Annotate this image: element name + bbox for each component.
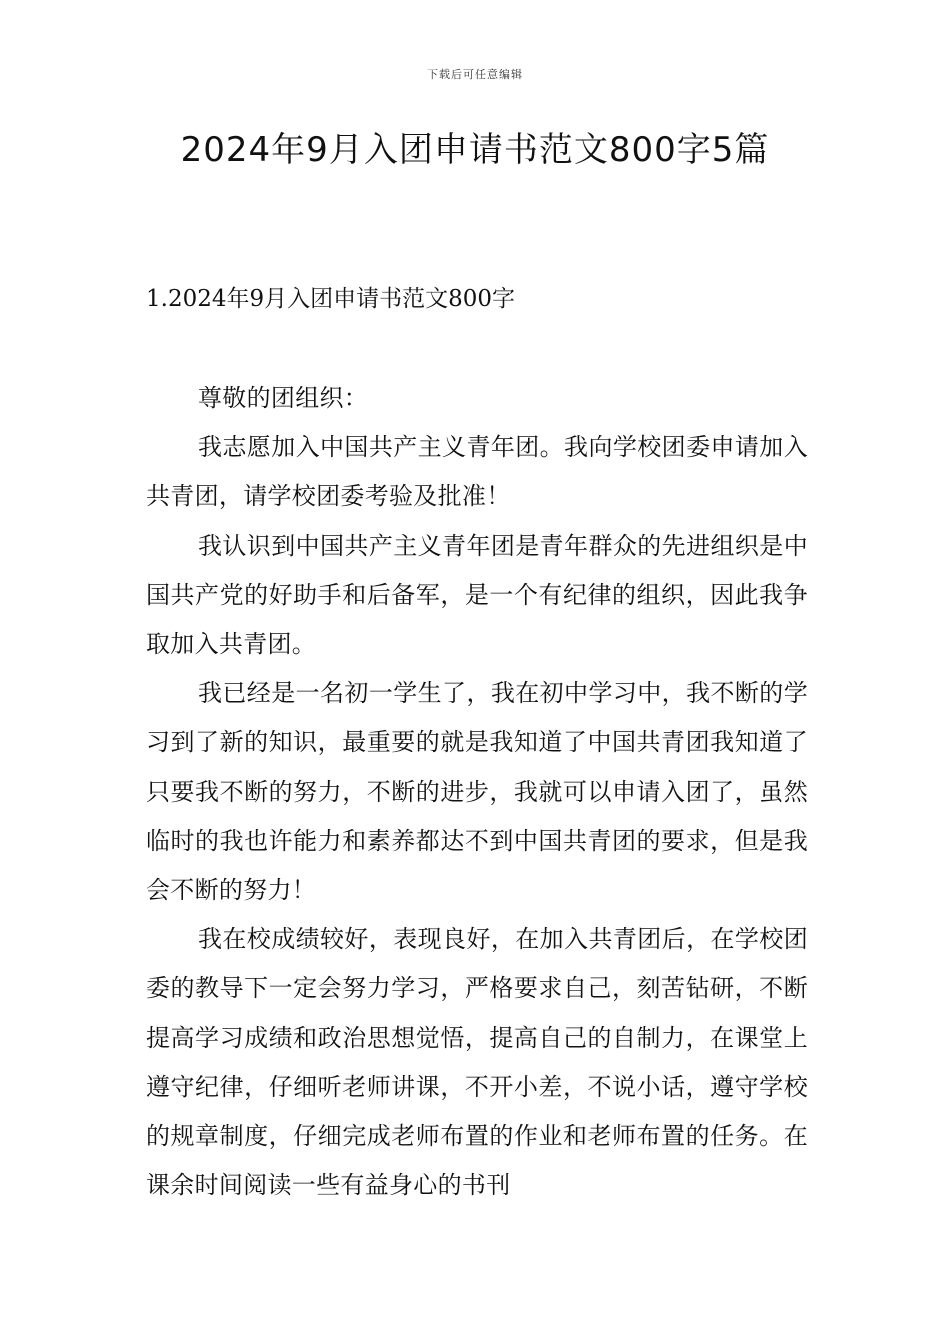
paragraph: 我已经是一名初一学生了，我在初中学习中，我不断的学习到了新的知识，最重要的就是我知道了中国共青团我知道了只要我不断的努力，不断的进步，我就可以申请入团了，虽然临时的我也许能力和素养都达不到中国共青团的要求，但是我会不断的努力！ xyxy=(146,679,808,905)
section-heading: 1.2024年9月入团申请书范文800字 xyxy=(146,286,516,312)
letter-body xyxy=(146,374,808,1210)
paragraph: 我认识到中国共产主义青年团是青年群众的先进组织是中国共产党的好助手和后备军，是一个有纪律的组织，因此我争取加入共青团。 xyxy=(146,531,808,659)
salutation: 尊敬的团组织： xyxy=(198,384,369,412)
document-title: 2024年9月入团申请书范文800字5篇 xyxy=(180,130,770,170)
paragraph: 我志愿加入中国共产主义青年团。我向学校团委申请加入共青团，请学校团委考验及批准！ xyxy=(146,433,808,511)
header-note: 下载后可任意编辑 xyxy=(427,68,523,81)
paragraph: 我在校成绩较好，表现良好，在加入共青团后，在学校团委的教导下一定会努力学习，严格要求自己，刻苦钻研，不断提高学习成绩和政治思想觉悟，提高自己的自制力，在课堂上遵守纪律，仔细听老师讲课，不开小差，不说小话，遵守学校的规章制度，仔细完成老师布置的作业和老师布置的任务。在课余时间阅读一些有益身心的书刊 xyxy=(146,925,808,1200)
